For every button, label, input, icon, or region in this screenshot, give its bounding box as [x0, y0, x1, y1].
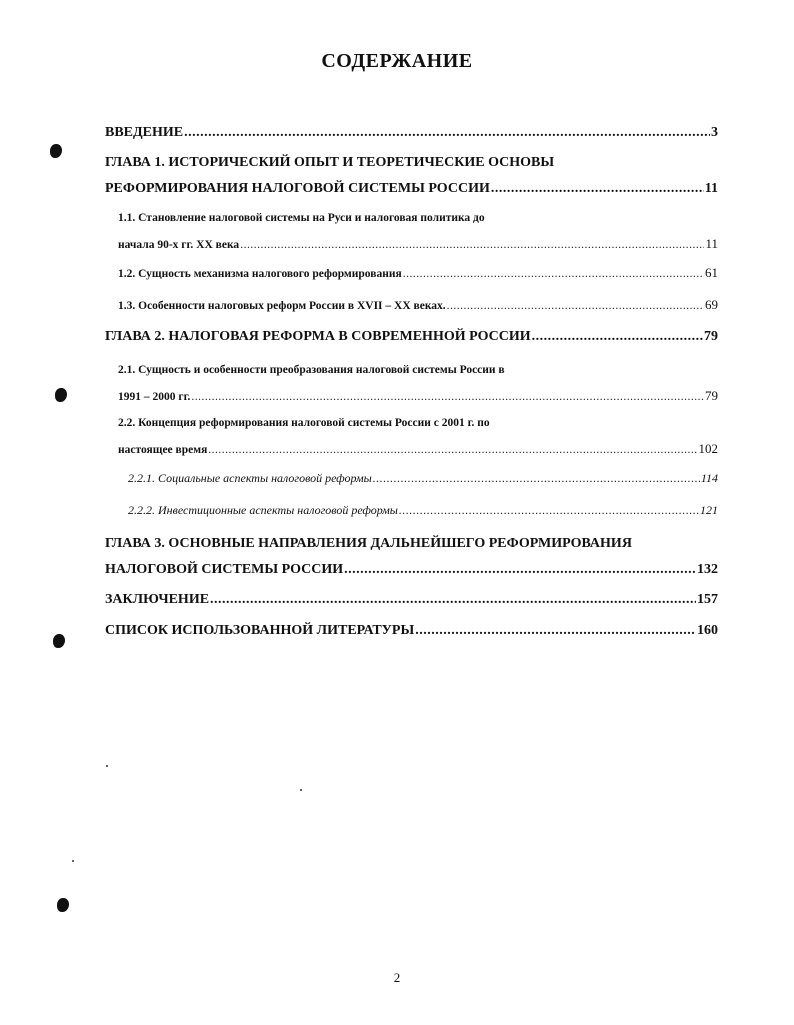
dot-leader — [191, 384, 704, 410]
toc-entry-intro[interactable] — [105, 120, 718, 146]
toc-page-number: 79 — [705, 388, 718, 403]
dot-leader — [399, 500, 699, 520]
dot-leader — [415, 618, 696, 644]
scan-speck — [72, 860, 74, 862]
toc-entry-chapter-2[interactable] — [105, 324, 718, 350]
toc-entry-subsection-2-2-1[interactable] — [128, 468, 718, 488]
toc-entry-title-cont: начала 90-х гг. XX века — [118, 239, 240, 251]
toc-entry-title: 1.3. Особенности налоговых реформ России в XVII – XX веках. — [118, 300, 446, 312]
toc-entry-title: ЗАКЛЮЧЕНИЕ — [105, 592, 210, 607]
toc-page-number: 11 — [705, 236, 718, 251]
toc-page-number: 132 — [697, 562, 718, 577]
dot-leader — [344, 557, 696, 583]
toc-page-number: 69 — [705, 297, 718, 312]
toc-page-number: 3 — [711, 125, 718, 140]
toc-entry-section-2-1[interactable] — [118, 357, 718, 410]
dot-leader — [532, 324, 703, 350]
toc-entry-section-2-2[interactable] — [118, 410, 718, 463]
toc-entry-title: 2.2. Концепция реформирования налоговой системы России с 2001 г. по — [118, 417, 490, 429]
dot-leader — [403, 261, 704, 287]
toc-entry-title: ВВЕДЕНИЕ — [105, 125, 184, 140]
toc-entry-section-1-1[interactable] — [118, 205, 718, 258]
toc-entry-title-cont: настоящее время — [118, 444, 208, 456]
toc-page-number: 157 — [697, 592, 718, 607]
toc-entry-section-1-3[interactable] — [118, 292, 718, 319]
toc-entry-chapter-3[interactable] — [105, 531, 718, 583]
scan-speck — [300, 789, 302, 791]
dot-leader — [208, 437, 697, 463]
page-number: 2 — [393, 970, 401, 985]
dot-leader — [210, 587, 696, 613]
toc-page-number: 114 — [700, 471, 718, 485]
toc-page-number: 11 — [704, 181, 718, 196]
punch-hole-mark — [53, 634, 65, 648]
toc-entry-subsection-2-2-2[interactable] — [128, 500, 718, 520]
toc-entry-title: 1.1. Становление налоговой системы на Руси и налоговая политика до — [118, 212, 485, 224]
toc-page-number: 102 — [698, 441, 718, 456]
toc-entry-bibliography[interactable] — [105, 618, 718, 644]
dot-leader — [373, 468, 700, 488]
dot-leader — [491, 176, 704, 202]
toc-page-number: 160 — [697, 623, 718, 638]
toc-entry-conclusion[interactable] — [105, 587, 718, 613]
toc-entry-title-cont: РЕФОРМИРОВАНИЯ НАЛОГОВОЙ СИСТЕМЫ РОССИИ — [105, 181, 490, 196]
toc-entry-section-1-2[interactable] — [118, 260, 718, 287]
toc-entry-title: СПИСОК ИСПОЛЬЗОВАННОЙ ЛИТЕРАТУРЫ — [105, 623, 415, 638]
toc-entry-title: 1.2. Сущность механизма налогового реформирования — [118, 268, 402, 280]
punch-hole-mark — [50, 144, 62, 158]
dot-leader — [184, 120, 710, 146]
scan-speck — [106, 765, 108, 767]
punch-hole-mark — [57, 898, 69, 912]
toc-page-number: 79 — [704, 329, 718, 344]
toc-entry-title: ГЛАВА 2. НАЛОГОВАЯ РЕФОРМА В СОВРЕМЕННОЙ РОССИИ — [105, 329, 531, 344]
dot-leader — [447, 293, 704, 319]
toc-entry-title-cont: НАЛОГОВОЙ СИСТЕМЫ РОССИИ — [105, 562, 344, 577]
toc-entry-title-cont: 1991 – 2000 гг. — [118, 391, 191, 403]
toc-page-number: 121 — [700, 503, 718, 517]
punch-hole-mark — [55, 388, 67, 402]
toc-entry-title: ГЛАВА 1. ИСТОРИЧЕСКИЙ ОПЫТ И ТЕОРЕТИЧЕСКИЕ ОСНОВЫ — [105, 155, 555, 170]
toc-entry-chapter-1[interactable] — [105, 150, 718, 202]
toc-page-number: 61 — [705, 265, 718, 280]
toc-entry-title: ГЛАВА 3. ОСНОВНЫЕ НАПРАВЛЕНИЯ ДАЛЬНЕЙШЕГО РЕФОРМИРОВАНИЯ — [105, 536, 632, 551]
toc-entry-title: 2.1. Сущность и особенности преобразования налоговой системы России в — [118, 364, 505, 376]
toc-entry-title: 2.2.1. Социальные аспекты налоговой реформы — [128, 471, 372, 485]
dot-leader — [240, 232, 704, 258]
page-title: СОДЕРЖАНИЕ — [321, 50, 473, 72]
toc-entry-title: 2.2.2. Инвестиционные аспекты налоговой реформы — [128, 503, 398, 517]
